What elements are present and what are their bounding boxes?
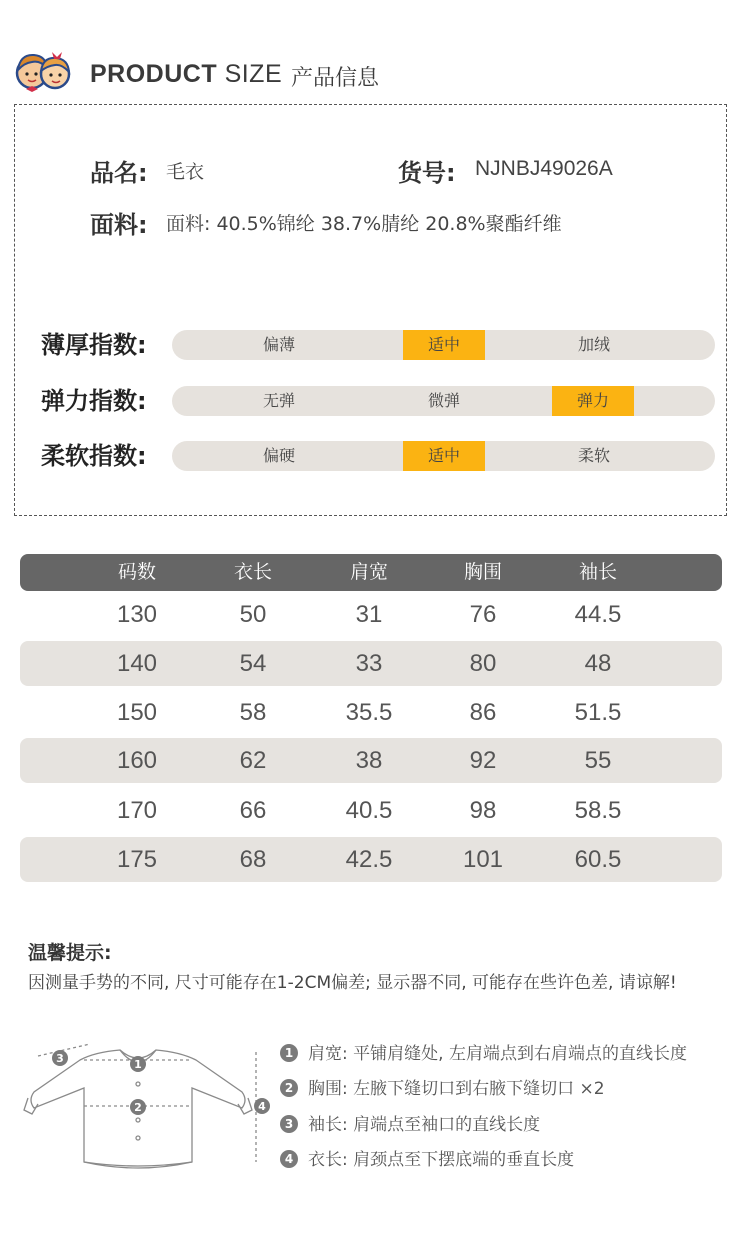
legend-text: 衣长: 肩颈点至下摆底端的垂直长度 <box>308 1150 575 1170</box>
scale-option: 柔软 <box>577 446 610 465</box>
header-cell: 胸围 <box>463 561 502 583</box>
table-cell: 160 <box>116 747 158 774</box>
name-value: 毛衣 <box>166 161 205 183</box>
table-cell: 170 <box>116 797 158 824</box>
table-cell: 140 <box>116 650 158 677</box>
scale-option: 偏硬 <box>262 446 295 465</box>
table-header <box>20 554 722 591</box>
table-cell: 50 <box>239 601 267 628</box>
scale-option: 无弹 <box>262 391 295 410</box>
table-row <box>20 788 722 833</box>
table-row <box>20 738 722 783</box>
scale-option: 偏薄 <box>262 335 295 354</box>
measure-mark-1: 1 <box>134 1058 142 1071</box>
table-cell: 101 <box>462 846 504 873</box>
tips-title: 温馨提示: <box>28 942 112 964</box>
table-cell: 38 <box>355 747 383 774</box>
table-cell: 42.5 <box>345 846 393 873</box>
table-cell: 76 <box>469 601 497 628</box>
scale-option-selected: 适中 <box>403 330 485 360</box>
table-cell: 33 <box>355 650 383 677</box>
table-cell: 54 <box>239 650 267 677</box>
tips-text: 因测量手势的不同, 尺寸可能存在1-2CM偏差; 显示器不同, 可能存在些许色差, 请谅解! <box>28 973 677 993</box>
table-cell: 51.5 <box>574 699 622 726</box>
legend-number: 3 <box>280 1115 298 1133</box>
scale-label: 薄厚指数: <box>41 331 147 359</box>
table-cell: 31 <box>355 601 383 628</box>
header-cell: 衣长 <box>233 561 272 583</box>
name-label: 品名: <box>90 159 148 187</box>
sku-label: 货号: <box>398 159 456 187</box>
table-cell: 98 <box>469 797 497 824</box>
kids-logo-icon <box>10 46 80 96</box>
scale-bar <box>172 441 715 471</box>
legend-text: 袖长: 肩端点至袖口的直线长度 <box>308 1115 541 1135</box>
scale-bar <box>172 386 715 416</box>
measure-mark-2: 2 <box>134 1101 142 1114</box>
table-cell: 35.5 <box>345 699 393 726</box>
legend-number: 2 <box>280 1079 298 1097</box>
table-cell: 150 <box>116 699 158 726</box>
table-row <box>20 690 722 735</box>
scale-label: 柔软指数: <box>41 442 147 470</box>
scale-bar <box>172 330 715 360</box>
legend-number: 4 <box>280 1150 298 1168</box>
measure-mark-3: 3 <box>56 1052 64 1065</box>
table-cell: 62 <box>239 747 267 774</box>
header-cell: 袖长 <box>578 561 617 583</box>
table-cell: 86 <box>469 699 497 726</box>
measure-mark-4: 4 <box>258 1100 266 1113</box>
header-cell: 肩宽 <box>349 561 388 583</box>
table-cell: 60.5 <box>574 846 622 873</box>
scale-option: 加绒 <box>577 335 610 354</box>
header-cell: 码数 <box>117 561 156 583</box>
sku-value: NJNBJ49026A <box>475 157 613 180</box>
table-row <box>20 592 722 637</box>
page-title-cn: 产品信息 <box>291 66 380 91</box>
legend-text: 肩宽: 平铺肩缝处, 左肩端点到右肩端点的直线长度 <box>308 1044 687 1064</box>
softness-scale <box>15 441 728 475</box>
table-row <box>20 837 722 882</box>
legend-number: 1 <box>280 1044 298 1062</box>
fabric-label: 面料: <box>90 211 148 239</box>
table-cell: 66 <box>239 797 267 824</box>
table-cell: 130 <box>116 601 158 628</box>
page-header <box>10 44 740 104</box>
table-cell: 40.5 <box>345 797 393 824</box>
table-cell: 58.5 <box>574 797 622 824</box>
scale-option: 微弹 <box>427 391 460 410</box>
thickness-scale <box>15 330 728 364</box>
legend-text: 胸围: 左腋下缝切口到右腋下缝切口 ×2 <box>308 1079 605 1099</box>
page-title-en: PRODUCT SIZE <box>90 60 283 88</box>
product-info-box <box>14 104 727 516</box>
table-cell: 44.5 <box>574 601 622 628</box>
table-cell: 80 <box>469 650 497 677</box>
table-cell: 68 <box>239 846 267 873</box>
scale-label: 弹力指数: <box>41 387 147 415</box>
table-cell: 92 <box>469 747 497 774</box>
table-cell: 48 <box>584 650 612 677</box>
scale-option-selected: 适中 <box>403 441 485 471</box>
table-cell: 55 <box>584 747 612 774</box>
elasticity-scale <box>15 386 728 420</box>
table-cell: 175 <box>116 846 158 873</box>
fabric-value: 面料: 40.5%锦纶 38.7%腈纶 20.8%聚酯纤维 <box>166 213 562 235</box>
sweater-measure-diagram <box>20 1030 280 1180</box>
table-row <box>20 641 722 686</box>
scale-option-selected: 弹力 <box>552 386 634 416</box>
table-cell: 58 <box>239 699 267 726</box>
